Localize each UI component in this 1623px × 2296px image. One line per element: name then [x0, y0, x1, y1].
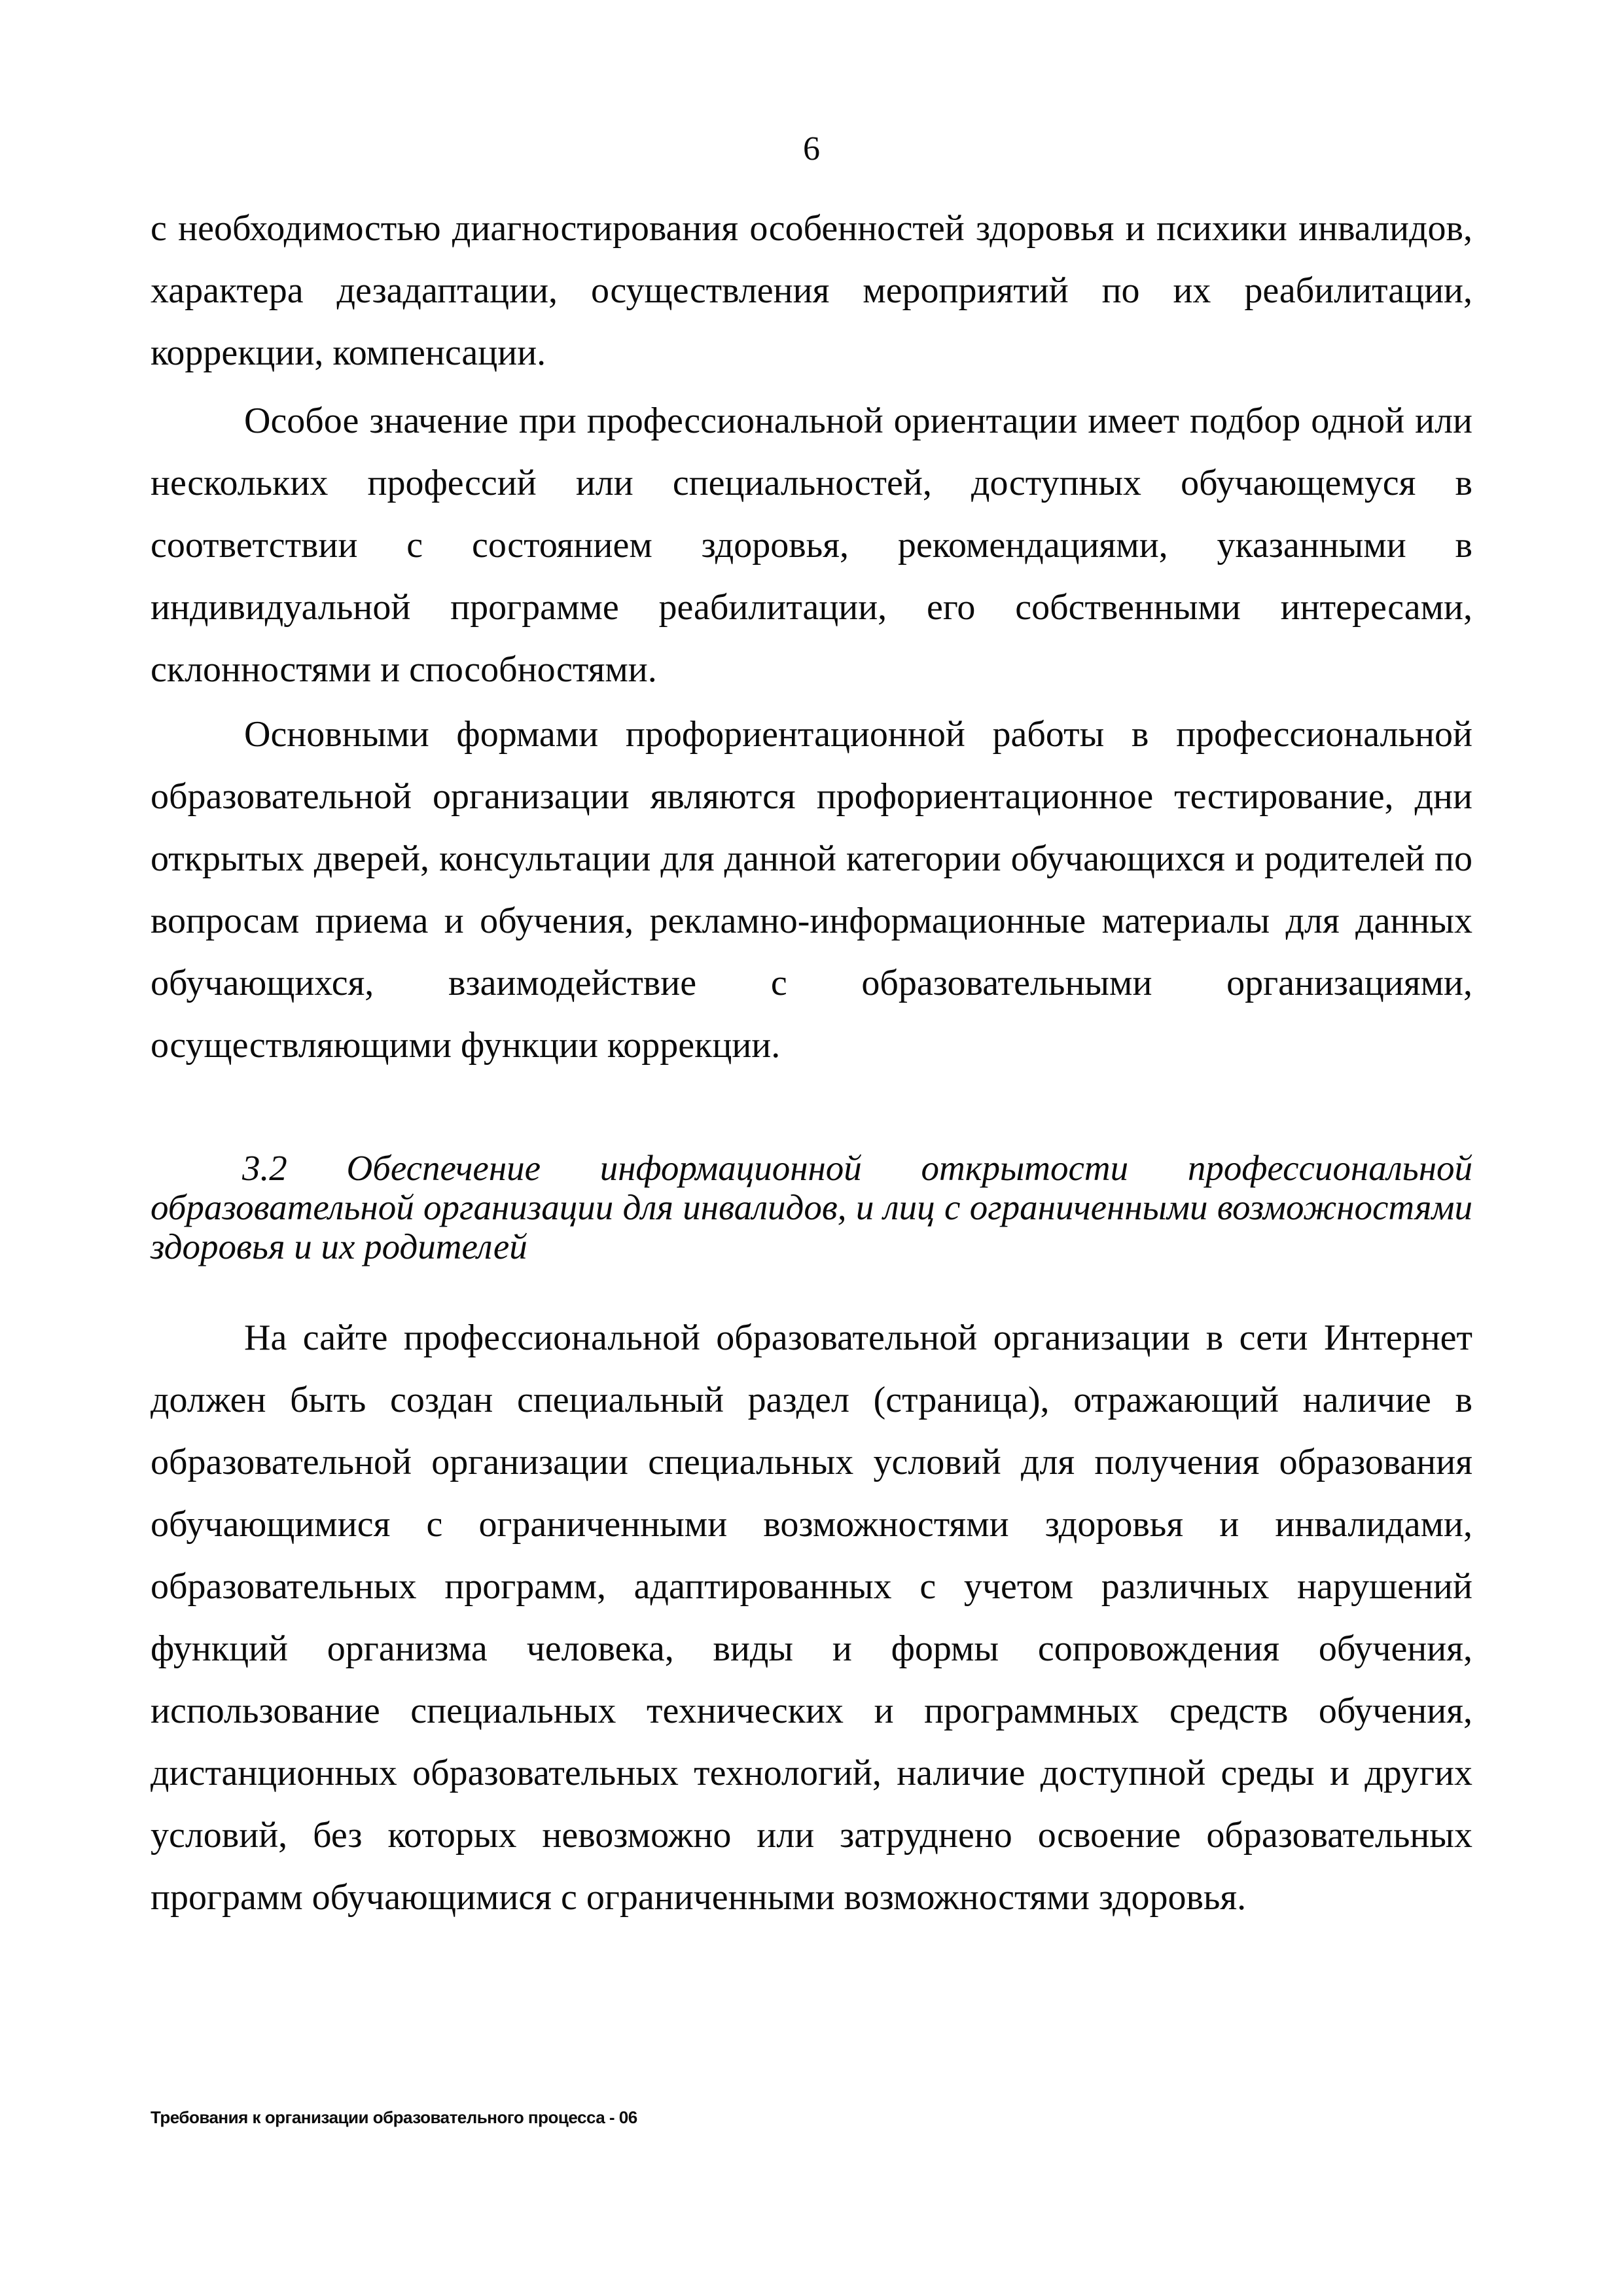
paragraph-forms-text: Основными формами профориентационной работы в профессиональной образовательной организации являются профориентационное тестирование, дни открытых дверей, консультации для данной категории обучающихся и родителей по вопросам приема и обучения, рекламно-информационные материалы для данных обучающихся, взаимодействие с образовательными организациями, осуществляющими функции коррекции.: [151, 714, 1472, 1066]
paragraph-orientation: [151, 390, 1472, 701]
page-number: 6: [803, 130, 820, 168]
paragraph-forms: [151, 704, 1472, 1077]
paragraph-site: [151, 1307, 1472, 1929]
section-heading: 3.2 Обеспечение информационной открытости профессиональной образовательной организации для инвалидов, и лиц с ограниченными возможностями здоровья и их родителей: [151, 1148, 1472, 1266]
footer-caption: Требования к организации образовательного процесса - 06: [151, 2108, 637, 2127]
paragraph-intro-text: с необходимостью диагностирования особенностей здоровья и психики инвалидов, характера дезадаптации, осуществления мероприятий по их реабилитации, коррекции, компенсации.: [151, 208, 1472, 373]
paragraph-orientation-text: Особое значение при профессиональной ориентации имеет подбор одной или нескольких профессий или специальностей, доступных обучающемуся в соответствии с состоянием здоровья, рекомендациями, указанными в индивидуальной программе реабилитации, его собственными интересами, склонностями и способностями.: [151, 401, 1472, 690]
paragraph-site-text: На сайте профессиональной образовательной организации в сети Интернет должен быть создан специальный раздел (страница), отражающий наличие в образовательной организации специальных условий для получения образования обучающимися с ограниченными возможностями здоровья и инвалидами, образовательных программ, адаптированных с учетом различных нарушений функций организма человека, виды и формы сопровождения обучения, использование специальных технических и программных средств обучения, дистанционных образовательных технологий, наличие доступной среды и других условий, без которых невозможно или затруднено освоение образовательных программ обучающимися с ограниченными возможностями здоровья.: [151, 1318, 1472, 1918]
paragraph-intro: [151, 198, 1472, 384]
